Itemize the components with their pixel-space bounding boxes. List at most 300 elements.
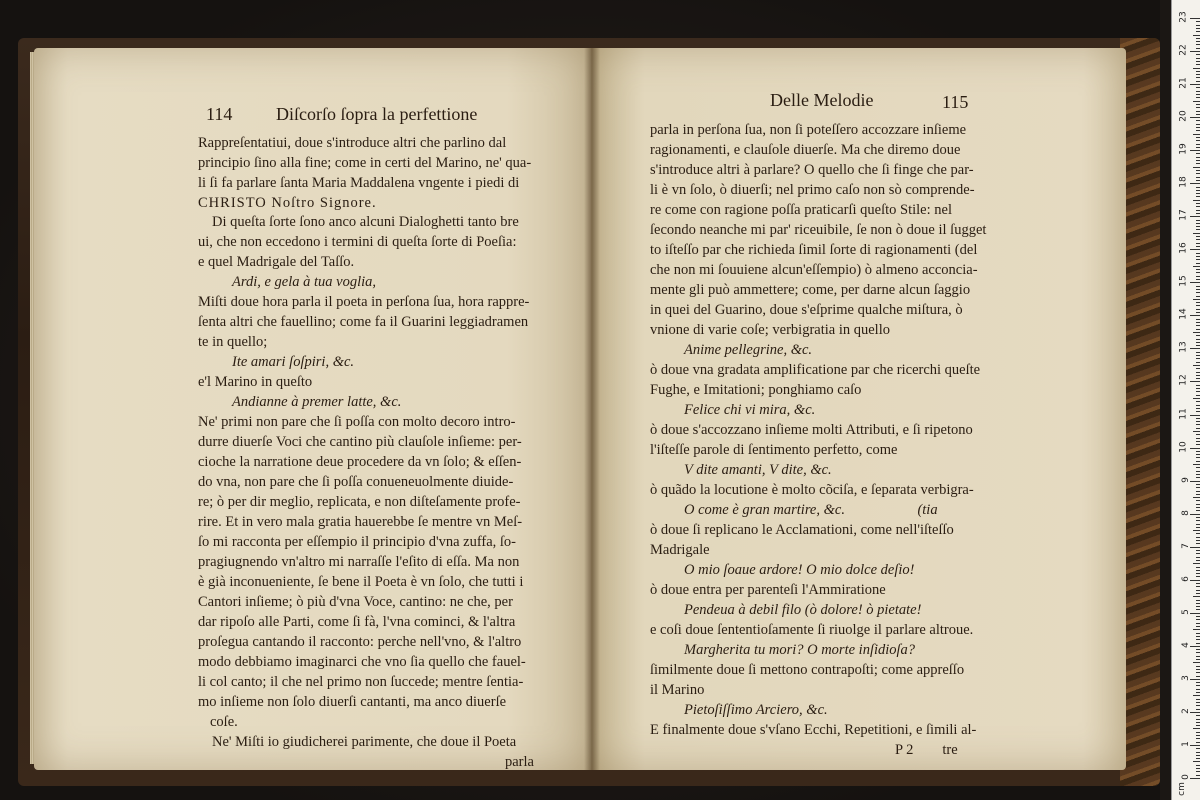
ruler-tick [1196,173,1200,174]
text-line: modo debbiamo imaginarci che vno ſia quello che fauel- [198,654,526,670]
ruler-tick [1196,705,1200,706]
text-line: e quel Madrigale del Taſſo. [198,254,355,270]
text-line: in quei del Guarino, doue s'eſprime qualche miſtura, ò [650,302,963,318]
ruler-tick [1196,362,1200,363]
ruler-tick [1196,768,1200,769]
text-line: e'l Marino in queſto [198,374,313,390]
ruler-tick [1196,325,1200,326]
ruler-tick [1196,659,1200,660]
ruler-tick [1190,150,1200,151]
ruler-tick [1190,613,1200,614]
ruler-tick [1196,600,1200,601]
text-line: ſenta altri che fauellino; come fa il Guarini leggiadramen [198,314,529,330]
text-line: re come con ragione poſſa praticarſi queſto Stile: nel [650,202,952,218]
ruler-label: 7 [1181,542,1192,549]
ruler-tick [1196,91,1200,92]
ruler-tick [1196,263,1200,264]
ruler-tick [1196,124,1200,125]
ruler-tick [1196,48,1200,49]
text-line: re; ò per dir meglio, replicata, e non diſteſamente profe- [198,494,521,510]
ruler-label: 16 [1178,242,1189,255]
ruler-tick [1196,193,1200,194]
ruler-tick [1196,504,1200,505]
ruler-label: 1 [1181,741,1192,747]
ruler-tick [1196,144,1200,145]
ruler-tick [1196,652,1200,653]
ruler-tick [1196,742,1200,743]
ruler-tick [1196,54,1200,55]
ruler-tick [1196,656,1200,657]
text-line: l'iſteſſe parole di ſentimento perfetto, come [650,442,898,458]
ruler-tick [1196,557,1200,558]
ruler-tick [1196,41,1200,42]
text-line: te in quello; [198,334,268,350]
text-line: dar ripoſo alle Parti, come ſi fà, l'vna cominci, & l'altra [198,614,516,630]
verse-line: Ite amari ſoſpiri, &c. [232,354,355,370]
ruler-tick [1196,203,1200,204]
ruler-tick [1196,626,1200,627]
ruler-tick [1196,372,1200,373]
measuring-ruler [1171,0,1200,800]
ruler-tick [1196,345,1200,346]
ruler-tick [1196,471,1200,472]
text-line: vnione di varie coſe; verbigratia in quello [650,322,890,338]
ruler-tick [1196,319,1200,320]
ruler-tick [1196,352,1200,353]
ruler-tick [1196,153,1200,154]
ruler-label: 10 [1178,440,1189,453]
ruler-tick [1196,771,1200,772]
ruler-tick [1196,441,1200,442]
ruler-tick [1196,524,1200,525]
ruler-tick [1196,140,1200,141]
ruler-tick [1196,312,1200,313]
ruler-tick [1196,623,1200,624]
ruler-tick [1196,702,1200,703]
ruler-tick [1196,74,1200,75]
text-line: ſecondo neanche mi par' riceuibile, ſe non ò doue il ſugget [650,222,987,238]
ruler-tick [1196,616,1200,617]
text-line: ò doue vna gradata amplificatione par che ricerchi queſte [650,362,981,378]
ruler-label: 9 [1181,476,1192,483]
ruler-tick [1193,530,1200,531]
ruler-tick [1196,229,1200,230]
verse-line: V dite amanti, V dite, &c. [684,462,832,478]
ruler-tick [1196,752,1200,753]
ruler-tick [1196,719,1200,720]
ruler-tick [1190,679,1200,680]
text-line: cioche la narratione deue procedere da vn ſolo; & eſſen- [198,454,522,470]
ruler-tick [1190,745,1200,746]
text-line: ui, che non eccedono i termini di queſta ſorte di Poeſia: [198,234,517,250]
catchword: parla [505,754,534,770]
ruler-tick [1196,636,1200,637]
text-line: Di queſta ſorte ſono anco alcuni Dialoghetti tanto bre [212,214,519,230]
ruler-tick [1196,375,1200,376]
ruler-tick [1196,593,1200,594]
ruler-tick [1196,329,1200,330]
text-line: Madrigale [650,542,710,558]
ruler-tick [1196,259,1200,260]
ruler-tick [1196,25,1200,26]
text-line: Fughe, e Imitationi; ponghiamo caſo [650,382,862,398]
text-line: ò doue s'accozzano inſieme molti Attributi, e ſi ripetono [650,422,973,438]
ruler-tick [1196,517,1200,518]
ruler-tick [1196,732,1200,733]
ruler-tick [1196,699,1200,700]
ruler-tick [1193,398,1200,399]
ruler-tick [1196,444,1200,445]
ruler-tick [1196,676,1200,677]
left-running-title: Diſcorſo ſopra la perfettione [276,104,478,124]
ruler-tick [1196,246,1200,247]
ruler-tick [1196,765,1200,766]
ruler-tick [1196,722,1200,723]
verse-line: Margherita tu mori? O morte inſidioſa? [684,642,916,658]
ruler-tick [1196,428,1200,429]
ruler-tick [1190,183,1200,184]
ruler-tick [1193,233,1200,234]
ruler-tick [1196,603,1200,604]
ruler-label: 15 [1178,275,1189,288]
ruler-tick [1193,266,1200,267]
ruler-tick [1196,223,1200,224]
text-line: proſegua cantando il racconto: perche nell'vno, & l'altro [198,634,522,650]
ruler-tick [1190,282,1200,283]
text-line: è già inconueniente, ſe bene il Poeta è vn ſolo, che tutti i [198,574,524,590]
ruler-label: 12 [1178,374,1189,387]
ruler-tick [1190,514,1200,515]
text-line: ò doue entra per parenteſi l'Ammiratione [650,582,886,598]
ruler-tick [1196,672,1200,673]
ruler-tick [1193,35,1200,36]
ruler-tick [1190,381,1200,382]
ruler-tick [1190,415,1200,416]
text-line: mo inſieme non ſolo diuerſi cantanti, ma anco diuerſe [198,694,507,710]
ruler-tick [1196,210,1200,211]
ruler-unit-label: cm [1177,782,1188,796]
ruler-tick [1196,567,1200,568]
ruler-tick [1196,206,1200,207]
ruler-tick [1190,18,1200,19]
ruler-tick [1193,563,1200,564]
ruler-tick [1193,167,1200,168]
text-line: Rappreſentatiui, doue s'introduce altri che parlino dal [198,135,507,151]
ruler-tick [1196,586,1200,587]
ruler-tick [1196,669,1200,670]
ruler-tick [1196,421,1200,422]
text-line: coſe. [210,714,238,730]
ruler-tick [1196,196,1200,197]
verse-line: O come è gran martire, &c. (tia [684,502,938,518]
ruler-tick [1196,358,1200,359]
text-line: li è vn ſolo, ò diuerſi; nel primo caſo non sò comprende- [650,182,975,198]
ruler-tick [1196,28,1200,29]
text-line: pragiugnendo vn'altro mi narraſſe l'eſito di eſſa. Ma non [198,554,520,570]
ruler-tick [1196,487,1200,488]
ruler-tick [1196,355,1200,356]
ruler-tick [1196,279,1200,280]
ruler-tick [1190,216,1200,217]
ruler-tick [1196,111,1200,112]
ruler-tick [1196,725,1200,726]
ruler-tick [1196,540,1200,541]
ruler-tick [1193,200,1200,201]
ruler-tick [1196,21,1200,22]
left-page-number: 114 [206,104,233,124]
text-line: Miſti doue hora parla il poeta in perſona ſua, hora rappre- [198,294,530,310]
ruler-label: 11 [1178,407,1189,420]
ruler-tick [1193,431,1200,432]
ruler-tick [1196,342,1200,343]
ruler-tick [1196,220,1200,221]
ruler-tick [1196,276,1200,277]
ruler-tick [1190,448,1200,449]
ruler-tick [1196,395,1200,396]
ruler-tick [1190,547,1200,548]
ruler-tick [1196,649,1200,650]
ruler-tick [1196,226,1200,227]
ruler-tick [1193,134,1200,135]
ruler-tick [1196,157,1200,158]
ruler-label: 21 [1178,77,1189,89]
text-line: ſimilmente doue ſi mettono contrapoſti; come appreſſo [650,662,965,678]
ruler-label: 22 [1178,44,1189,56]
text-line: li col canto; il che nel primo non ſuccede; mentre ſentia- [198,674,524,690]
ruler-tick [1196,77,1200,78]
ruler-tick [1196,292,1200,293]
ruler-tick [1196,385,1200,386]
ruler-tick [1196,305,1200,306]
verse-line: Felice chi vi mira, &c. [684,402,816,418]
ruler-tick [1196,755,1200,756]
ruler-tick [1196,467,1200,468]
ruler-tick [1196,177,1200,178]
ruler-tick [1190,51,1200,52]
ruler-tick [1190,249,1200,250]
ruler-tick [1196,97,1200,98]
ruler-tick [1196,550,1200,551]
text-line: do vna, non pare che ſi poſſa conueneuolmente diuide- [198,474,514,490]
verse-line: Anime pellegrine, &c. [684,342,813,358]
ruler-tick [1196,738,1200,739]
ruler-tick [1196,685,1200,686]
ruler-tick [1196,477,1200,478]
ruler-tick [1193,101,1200,102]
ruler-tick [1196,253,1200,254]
text-line: s'introduce altri à parlare? O quello che ſi finge che par- [650,162,974,178]
ruler-label: 14 [1178,308,1189,321]
ruler-tick [1196,735,1200,736]
ruler-tick [1190,778,1200,779]
ruler-tick [1196,537,1200,538]
ruler-tick [1196,775,1200,776]
ruler-tick [1196,408,1200,409]
ruler-tick [1196,405,1200,406]
ruler-tick [1196,104,1200,105]
ruler-tick [1196,438,1200,439]
ruler-label: 23 [1178,11,1189,23]
right-page-number: 115 [942,92,969,112]
ruler-tick [1196,590,1200,591]
ruler-tick [1196,689,1200,690]
ruler-tick [1196,451,1200,452]
text-line: CHRISTO Noſtro Signore. [198,195,377,211]
ruler-label: 5 [1181,608,1192,615]
ruler-tick [1196,368,1200,369]
ruler-tick [1196,296,1200,297]
text-line: che non mi ſouuiene alcun'eſſempio) ò almeno acconcia- [650,262,978,278]
ruler-tick [1196,619,1200,620]
ruler-tick [1193,728,1200,729]
ruler-tick [1196,507,1200,508]
ruler-tick [1196,484,1200,485]
ruler-tick [1196,130,1200,131]
ruler-label: 0 [1181,774,1192,780]
ruler-tick [1196,269,1200,270]
ruler-tick [1196,748,1200,749]
text-line: rire. Et in vero mala gratia hauerebbe ſe mentre vn Meſ- [198,514,523,530]
ruler-tick [1196,682,1200,683]
ruler-tick [1196,424,1200,425]
ruler-tick [1196,322,1200,323]
ruler-tick [1196,543,1200,544]
ruler-tick [1193,629,1200,630]
ruler-label: 4 [1181,641,1192,648]
ruler-tick [1190,580,1200,581]
text-line: E finalmente doue s'vſano Ecchi, Repetitioni, e ſimili al- [650,722,977,738]
ruler-tick [1193,299,1200,300]
ruler-tick [1196,606,1200,607]
ruler-tick [1190,315,1200,316]
ruler-label: 3 [1181,674,1192,681]
ruler-tick [1196,401,1200,402]
ruler-tick [1190,481,1200,482]
ruler-tick [1196,38,1200,39]
ruler-tick [1196,64,1200,65]
text-line: ò doue ſi replicano le Acclamationi, come nell'iſteſſo [650,522,954,538]
ruler-tick [1196,474,1200,475]
ruler-tick [1196,583,1200,584]
text-line: principio ſino alla fine; come in certi del Marino, ne' qua- [198,155,532,171]
ruler-tick [1193,596,1200,597]
ruler-tick [1196,639,1200,640]
ruler-label: 19 [1178,143,1189,155]
ruler-tick [1196,243,1200,244]
ruler-tick [1196,187,1200,188]
ruler-tick [1196,335,1200,336]
ruler-tick [1196,378,1200,379]
ruler-tick [1196,633,1200,634]
text-line: mente gli può ammettere; come, per darne alcun ſaggio [650,282,971,298]
ruler-tick [1196,107,1200,108]
ruler-label: 2 [1181,708,1192,714]
ruler-tick [1196,163,1200,164]
ruler-tick [1196,71,1200,72]
ruler-tick [1196,180,1200,181]
text-line: il Marino [650,682,705,698]
ruler-tick [1196,520,1200,521]
ruler-tick [1196,190,1200,191]
ruler-tick [1193,332,1200,333]
ruler-tick [1196,454,1200,455]
ruler-tick [1193,695,1200,696]
ruler-tick [1196,533,1200,534]
ruler-tick [1193,68,1200,69]
ruler-tick [1190,84,1200,85]
ruler-tick [1196,170,1200,171]
ruler-tick [1196,570,1200,571]
verse-line: Pietoſiſſimo Arciero, &c. [684,702,828,718]
ruler-tick [1196,418,1200,419]
ruler-label: 20 [1178,110,1189,122]
ruler-tick [1196,120,1200,121]
ruler-tick [1196,391,1200,392]
ruler-tick [1190,646,1200,647]
ruler-tick [1196,272,1200,273]
ruler-tick [1196,87,1200,88]
ruler-label: 8 [1181,509,1192,516]
ruler-tick [1193,365,1200,366]
ruler-tick [1196,573,1200,574]
ruler-tick [1196,309,1200,310]
ruler-tick [1196,494,1200,495]
verse-line: Pendeua à debil filo (ò dolore! ò pietate! [684,602,922,618]
ruler-tick [1196,339,1200,340]
ruler-tick [1196,692,1200,693]
text-line: Cantori inſieme; ò più d'vna Voce, cantino: ne che, per [198,594,513,610]
ruler-tick [1196,457,1200,458]
ruler-tick [1196,147,1200,148]
text-line: durre diuerſe Voci che cantino più clauſole inſieme: per- [198,434,522,450]
ruler-tick [1196,553,1200,554]
ruler-label: 18 [1178,176,1189,188]
ruler-tick [1196,286,1200,287]
ruler-tick [1190,117,1200,118]
text-line: e coſi doue ſententioſamente ſi riuolge il parlare altroue. [650,622,974,638]
signature-catchword: P 2 tre [895,742,958,758]
text-line: Ne' Miſti io giudicherei parimente, che doue il Poeta [212,734,517,750]
text-line: ſo mi racconta per eſſempio il principio d'vna zuffa, ſo- [198,534,517,550]
text-line: ragionamenti, e clauſole diuerſe. Ma che diremo doue [650,142,961,158]
ruler-tick [1196,510,1200,511]
ruler-tick [1196,94,1200,95]
verse-line: Andianne à premer latte, &c. [232,394,402,410]
ruler-tick [1196,256,1200,257]
ruler-tick [1196,715,1200,716]
ruler-tick [1196,114,1200,115]
ruler-label: 13 [1178,341,1189,354]
ruler-tick [1196,560,1200,561]
ruler-tick [1196,758,1200,759]
ruler-tick [1193,662,1200,663]
ruler-tick [1196,666,1200,667]
ruler-tick [1196,388,1200,389]
text-line: li ſi fa parlare ſanta Maria Maddalena vngente i piedi di [198,175,520,191]
ruler-tick [1196,411,1200,412]
ruler-tick [1196,643,1200,644]
ruler-tick [1190,348,1200,349]
ruler-tick [1196,576,1200,577]
ruler-tick [1196,609,1200,610]
right-running-title: Delle Melodie [770,90,874,110]
ruler-tick [1196,58,1200,59]
ruler-tick [1193,464,1200,465]
ruler-tick [1193,761,1200,762]
text-line: parla in perſona ſua, non ſi poteſſero accozzare inſieme [650,122,967,138]
verse-line: Ardi, e gela à tua voglia, [232,274,377,290]
ruler-tick [1196,81,1200,82]
